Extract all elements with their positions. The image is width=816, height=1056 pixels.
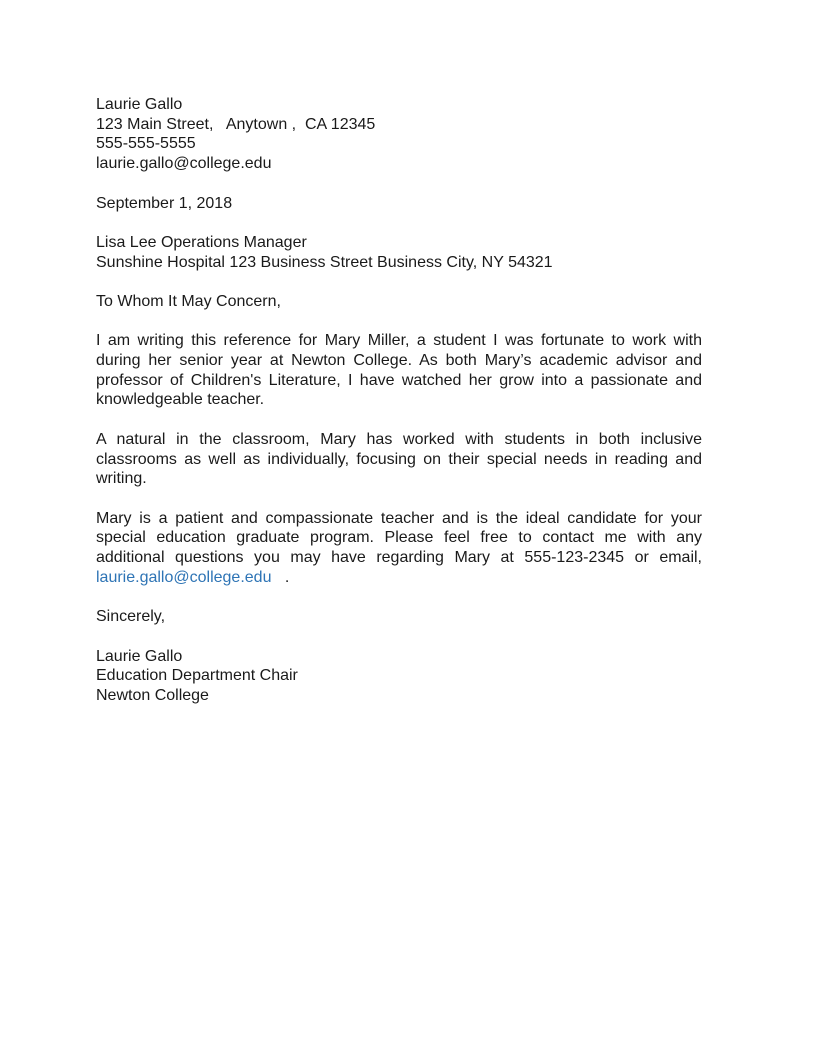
- sender-phone: 555-555-5555: [96, 135, 196, 153]
- body-paragraph-3-text: Mary is a patient and compassionate teacher and is the ideal candidate for your special education graduate program. Please feel free to contact me with any additional questions you may have regarding Mary at 555-123-2345 or email,: [96, 509, 702, 567]
- sender-email: laurie.gallo@college.edu: [96, 155, 272, 173]
- sender-block: [96, 95, 702, 174]
- recipient-line-2: Sunshine Hospital 123 Business Street Business City, NY 54321: [96, 253, 553, 271]
- letter-date: September 1, 2018: [96, 194, 233, 212]
- spacer: [96, 213, 702, 233]
- body-paragraph-3-end: .: [284, 568, 290, 586]
- recipient-block: [96, 233, 702, 272]
- salutation: To Whom It May Concern,: [96, 292, 281, 310]
- body-paragraph-3: [96, 509, 702, 588]
- recipient-line-1: Lisa Lee Operations Manager: [96, 233, 307, 251]
- closing: Sincerely,: [96, 608, 166, 626]
- sender-address: 123 Main Street, Anytown , CA 12345: [96, 115, 376, 133]
- signature-name: Laurie Gallo: [96, 647, 183, 665]
- spacer: [96, 272, 702, 292]
- email-link[interactable]: laurie.gallo@college.edu: [96, 568, 272, 586]
- spacer: [96, 312, 702, 332]
- spacer: [96, 410, 702, 430]
- signature-block: [96, 647, 702, 706]
- body-paragraph-1: I am writing this reference for Mary Miller, a student I was fortunate to work with during her senior year at Newton College. As both Mary’s academic advisor and professor of Children's Literature, I have watched her grow into a passionate and knowledgeable teacher.: [96, 332, 702, 409]
- sender-name: Laurie Gallo: [96, 96, 183, 113]
- spacer: [96, 174, 702, 194]
- signature-title: Education Department Chair: [96, 667, 298, 685]
- spacer: [96, 587, 702, 607]
- body-paragraph-2: A natural in the classroom, Mary has worked with students in both inclusive classrooms as well as individually, focusing on their special needs in reading and writing.: [96, 430, 702, 488]
- signature-organization: Newton College: [96, 686, 209, 704]
- spacer: [96, 489, 702, 509]
- spacer: [96, 627, 702, 647]
- letter-page: [96, 95, 702, 706]
